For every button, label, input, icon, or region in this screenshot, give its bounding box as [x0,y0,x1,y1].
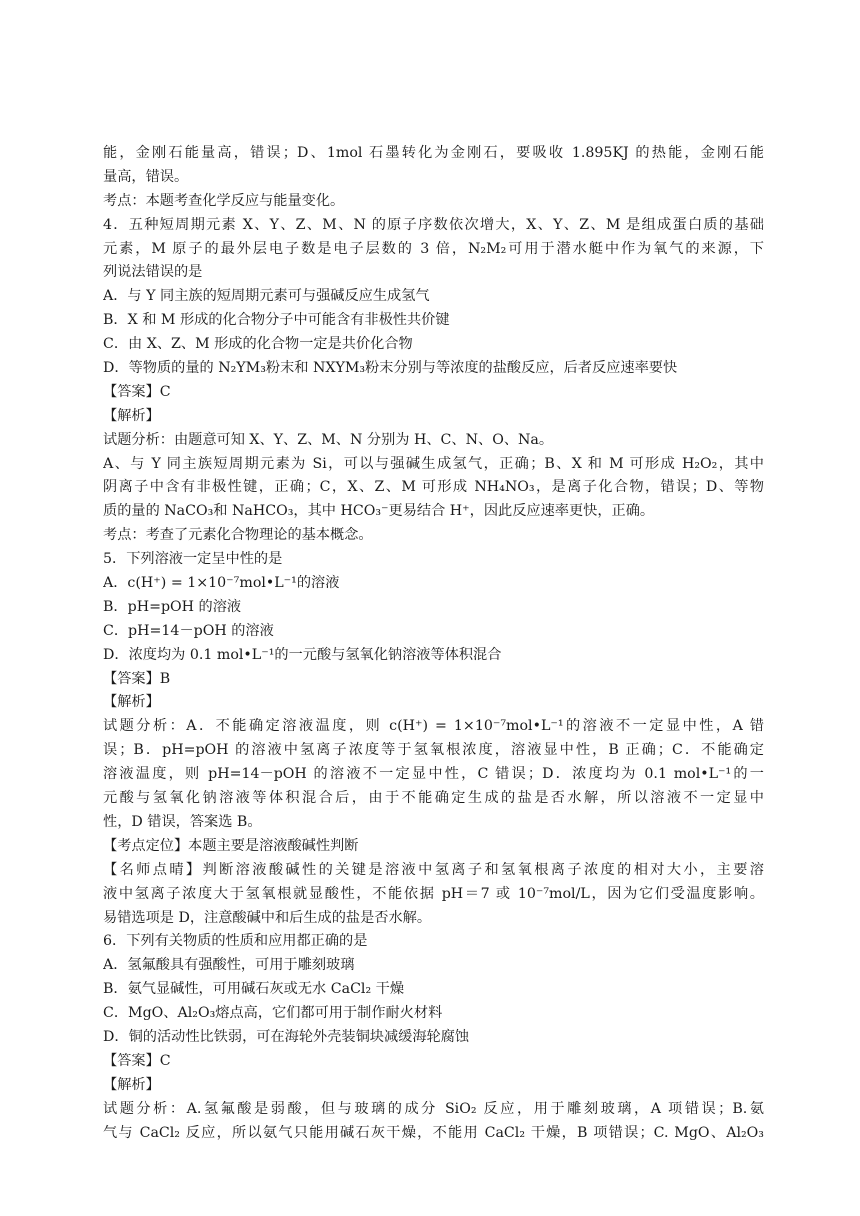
text-line: D．铜的活动性比铁弱，可在海轮外壳装铜块减缓海轮腐蚀 [103,1028,470,1045]
text-line: 量高，错误。 [103,168,189,185]
text-line: 【解析】 [103,694,160,711]
text-line: 5．下列溶液一定呈中性的是 [103,551,283,568]
text-line: 列说法错误的是 [103,264,203,281]
text-line: B．氨气显碱性，可用碱石灰或无水 CaCl₂ 干燥 [103,981,405,998]
text-line: C．由 X、Z、M 形成的化合物一定是共价化合物 [103,336,413,353]
text-line: 考点：考查了元素化合物理论的基本概念。 [103,527,373,544]
text-line: D．等物质的量的 N₂YM₃粉末和 NXYM₃粉末分别与等浓度的盐酸反应，后者反应速率要快 [103,360,678,377]
text-line: B．pH=pOH 的溶液 [103,598,242,615]
text-line: 考点：本题考查化学反应与能量变化。 [103,192,345,209]
text-line: 质的量的 NaCO₃和 NaHCO₃，其中 HCO₃⁻更易结合 H⁺，因此反应速率更快，正确。 [103,503,655,520]
text-line: A．c(H⁺) = 1×10⁻⁷mol•L⁻¹的溶液 [103,575,340,592]
text-line: C．pH=14－pOH 的溶液 [103,622,274,639]
text-line: 【解析】 [103,407,160,424]
text-line: 元素，M 原子的最外层电子数是电子层数的 3 倍，N₂M₂可用于潜水艇中作为氧气的来源，下 [103,240,764,257]
text-line: 试题分析：由题意可知 X、Y、Z、M、N 分别为 H、C、N、O、Na。 [103,431,554,448]
text-line: B．X 和 M 形成的化合物分子中可能含有非极性共价键 [103,312,450,329]
text-body [103,142,764,1145]
text-line: 【考点定位】本题主要是溶液酸碱性判断 [103,837,359,854]
text-line: 4．五种短周期元素 X、Y、Z、M、N 的原子序数依次增大，X、Y、Z、M 是组成蛋白质的基础 [103,216,764,233]
text-line: 液中氢离子浓度大于氢氧根就显酸性，不能依据 pH＝7 或 10⁻⁷mol/L，因为它们受温度影响。 [103,885,764,902]
text-line: 元酸与氢氧化钠溶液等体积混合后，由于不能确定生成的盐是否水解，所以溶液不一定显中 [103,790,764,807]
text-line: A．与 Y 同主族的短周期元素可与强碱反应生成氢气 [103,288,430,305]
text-line: 6．下列有关物质的性质和应用都正确的是 [103,933,368,950]
text-line: D．浓度均为 0.1 mol•L⁻¹的一元酸与氢氧化钠溶液等体积混合 [103,646,502,663]
text-line: 【解析】 [103,1076,160,1093]
text-line: 性，D 错误，答案选 B。 [103,813,262,830]
text-line: A．氢氟酸具有强酸性，可用于雕刻玻璃 [103,957,355,974]
text-line: 【答案】B [103,670,171,687]
text-line: A、与 Y 同主族短周期元素为 Si，可以与强碱生成氢气，正确；B、X 和 M 可形成 H₂O₂，其中 [103,455,764,472]
text-line: 【答案】C [103,1052,171,1069]
text-line: 试题分析：A．不能确定溶液温度，则 c(H⁺) = 1×10⁻⁷mol•L⁻¹的溶液不一定显中性，A 错 [103,718,764,735]
text-line: 阴离子中含有非极性键，正确；C，X、Z、M 可形成 NH₄NO₃，是离子化合物，错误；D、等物 [103,479,764,496]
text-line: 能，金刚石能量高，错误；D、1mol 石墨转化为金刚石，要吸收 1.895KJ 的热能，金刚石能 [103,145,764,161]
text-line: 试题分析：A.氢氟酸是弱酸，但与玻璃的成分 SiO₂ 反应，用于雕刻玻璃，A 项错误；B.氨 [103,1100,764,1117]
text-line: 溶液温度，则 pH=14－pOH 的溶液不一定显中性，C 错误；D．浓度均为 0.1 mol•L⁻¹的一 [103,766,764,783]
text-line: C．MgO、Al₂O₃熔点高，它们都可用于制作耐火材料 [103,1005,443,1022]
text-line: 【答案】C [103,383,171,400]
text-line: 误；B．pH=pOH 的溶液中氢离子浓度等于氢氧根浓度，溶液显中性，B 正确；C．不能确定 [103,742,764,759]
text-line: 【名师点晴】判断溶液酸碱性的关键是溶液中氢离子和氢氧根离子浓度的相对大小，主要溶 [103,861,764,878]
text-line: 易错选项是 D，注意酸碱中和后生成的盐是否水解。 [103,909,432,926]
text-line: 气与 CaCl₂ 反应，所以氨气只能用碱石灰干燥，不能用 CaCl₂ 干燥，B 项错误；C. MgO、Al₂O₃ [103,1124,764,1141]
